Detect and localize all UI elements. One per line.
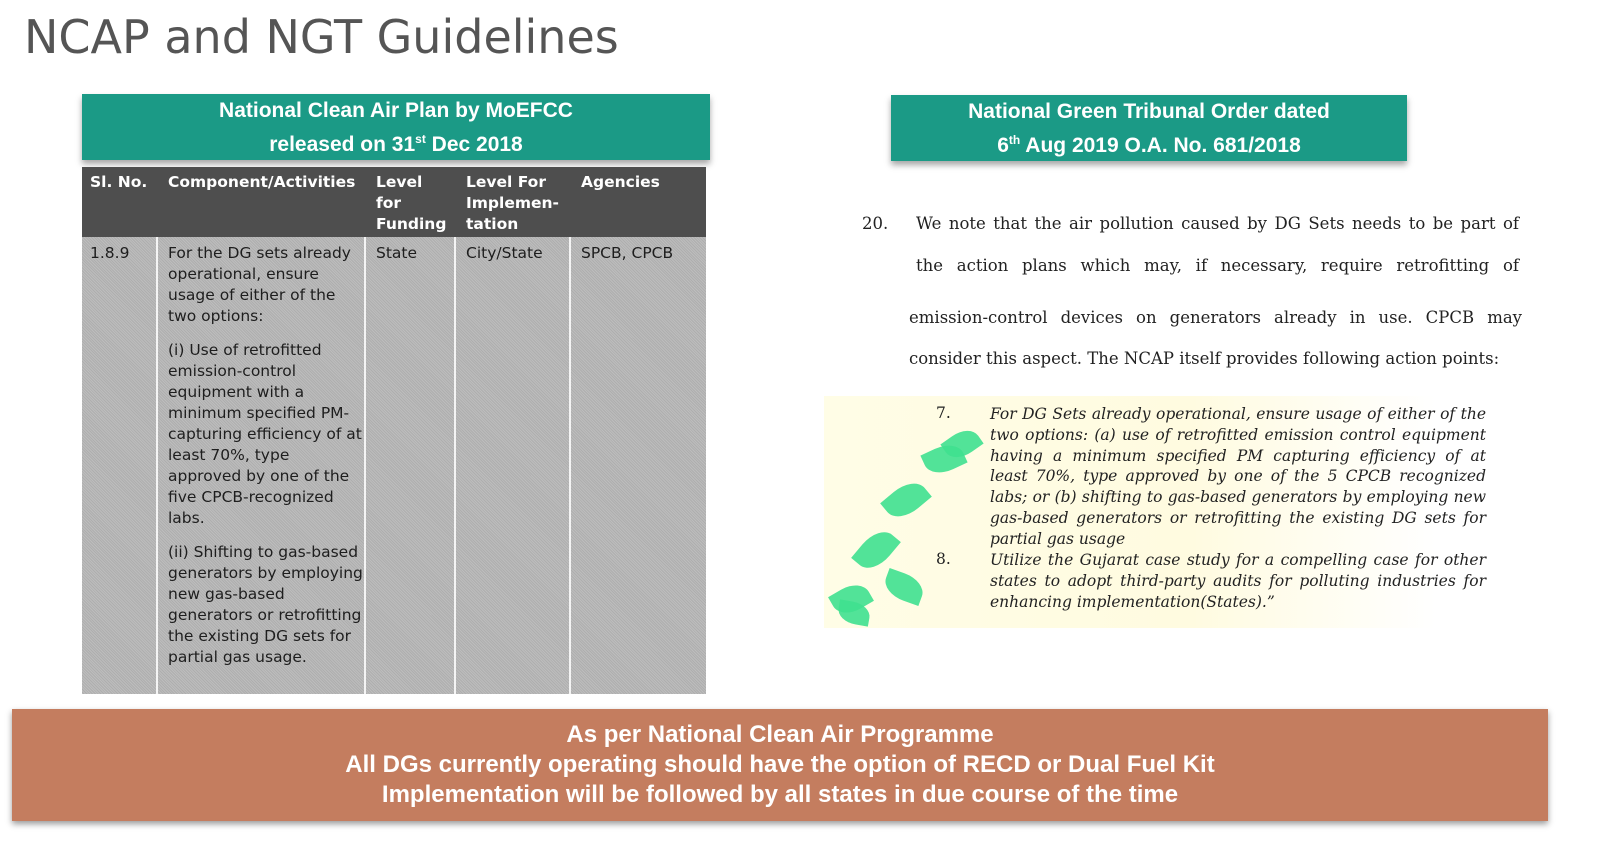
column-divider — [454, 237, 456, 694]
action-point-text: Utilize the Gujarat case study for a compelling case for other states to adopt third-party audits for polluting industries for enhancing implementation(States).” — [990, 551, 1486, 611]
ncap-banner — [82, 94, 710, 160]
summary-line2: All DGs currently operating should have the option of RECD or Dual Fuel Kit — [345, 751, 1215, 778]
header-agencies: Agencies — [581, 173, 660, 191]
leaf-decoration — [881, 568, 927, 606]
cell-sl-no: 1.8.9 — [90, 244, 130, 262]
ngt-banner — [891, 95, 1407, 161]
cell-agencies: SPCB, CPCB — [581, 244, 674, 262]
action-point-number: 7. — [936, 404, 951, 422]
ngt-banner-line1: National Green Tribunal Order dated — [968, 99, 1330, 123]
action-point-text: For DG Sets already operational, ensure usage of either of the two options: (a) use of retrofitted emission control equipment having a minimum specified PM capturing efficiency of at least 70%, type approved by one of the 5 CPCB recognized labs; or (b) shifting to gas-based generators by employing new gas-based generators or retrofitting the existing DG sets for partial gas usage — [990, 405, 1486, 548]
column-divider — [364, 237, 366, 694]
summary-line1: As per National Clean Air Programme — [566, 721, 994, 748]
cell-level-implementation: City/State — [466, 244, 543, 262]
column-divider — [569, 237, 571, 694]
cell-level-funding: State — [376, 244, 418, 262]
component-option-2: (ii) Shifting to gas-based generators by employing new gas-based generators or retrofitting the existing DG sets for partial gas usage. — [168, 543, 363, 666]
summary-banner — [12, 709, 1548, 821]
component-intro: For the DG sets already operational, ensure usage of either of the two options: — [168, 244, 351, 325]
order-line: emission-control devices on generators already in use. CPCB may — [909, 308, 1522, 327]
ncap-banner-line1: National Clean Air Plan by MoEFCC — [219, 98, 573, 122]
header-sl-no: Sl. No. — [90, 173, 148, 191]
order-line: consider this aspect. The NCAP itself provides following action points: — [909, 349, 1500, 368]
order-line: We note that the air pollution caused by DG Sets needs to be part of — [916, 214, 1519, 233]
header-level-implementation: Level For Implemen- tation — [466, 173, 559, 233]
leaf-decoration — [851, 524, 901, 576]
ncap-table — [82, 167, 706, 694]
table-header — [82, 167, 706, 237]
order-line: the action plans which may, if necessary, require retrofitting of — [916, 256, 1519, 275]
paragraph-number: 20. — [862, 214, 889, 233]
leaf-decoration — [880, 475, 932, 525]
ngt-banner-line2: 6th Aug 2019 O.A. No. 681/2018 — [997, 132, 1301, 157]
header-component: Component/Activities — [168, 173, 356, 191]
column-divider — [156, 237, 158, 694]
component-option-1: (i) Use of retrofitted emission-control equipment with a minimum specified PM-capturing efficiency of at least 70%, type approved by one of the five CPCB-recognized labs. — [168, 341, 362, 527]
ncap-banner-line2: released on 31st Dec 2018 — [269, 131, 523, 156]
page-title: NCAP and NGT Guidelines — [24, 10, 619, 64]
summary-line3: Implementation will be followed by all states in due course of the time — [381, 781, 1179, 808]
cell-component — [168, 243, 364, 681]
action-point-number: 8. — [936, 550, 951, 568]
header-level-funding: Level for Funding — [376, 173, 447, 233]
